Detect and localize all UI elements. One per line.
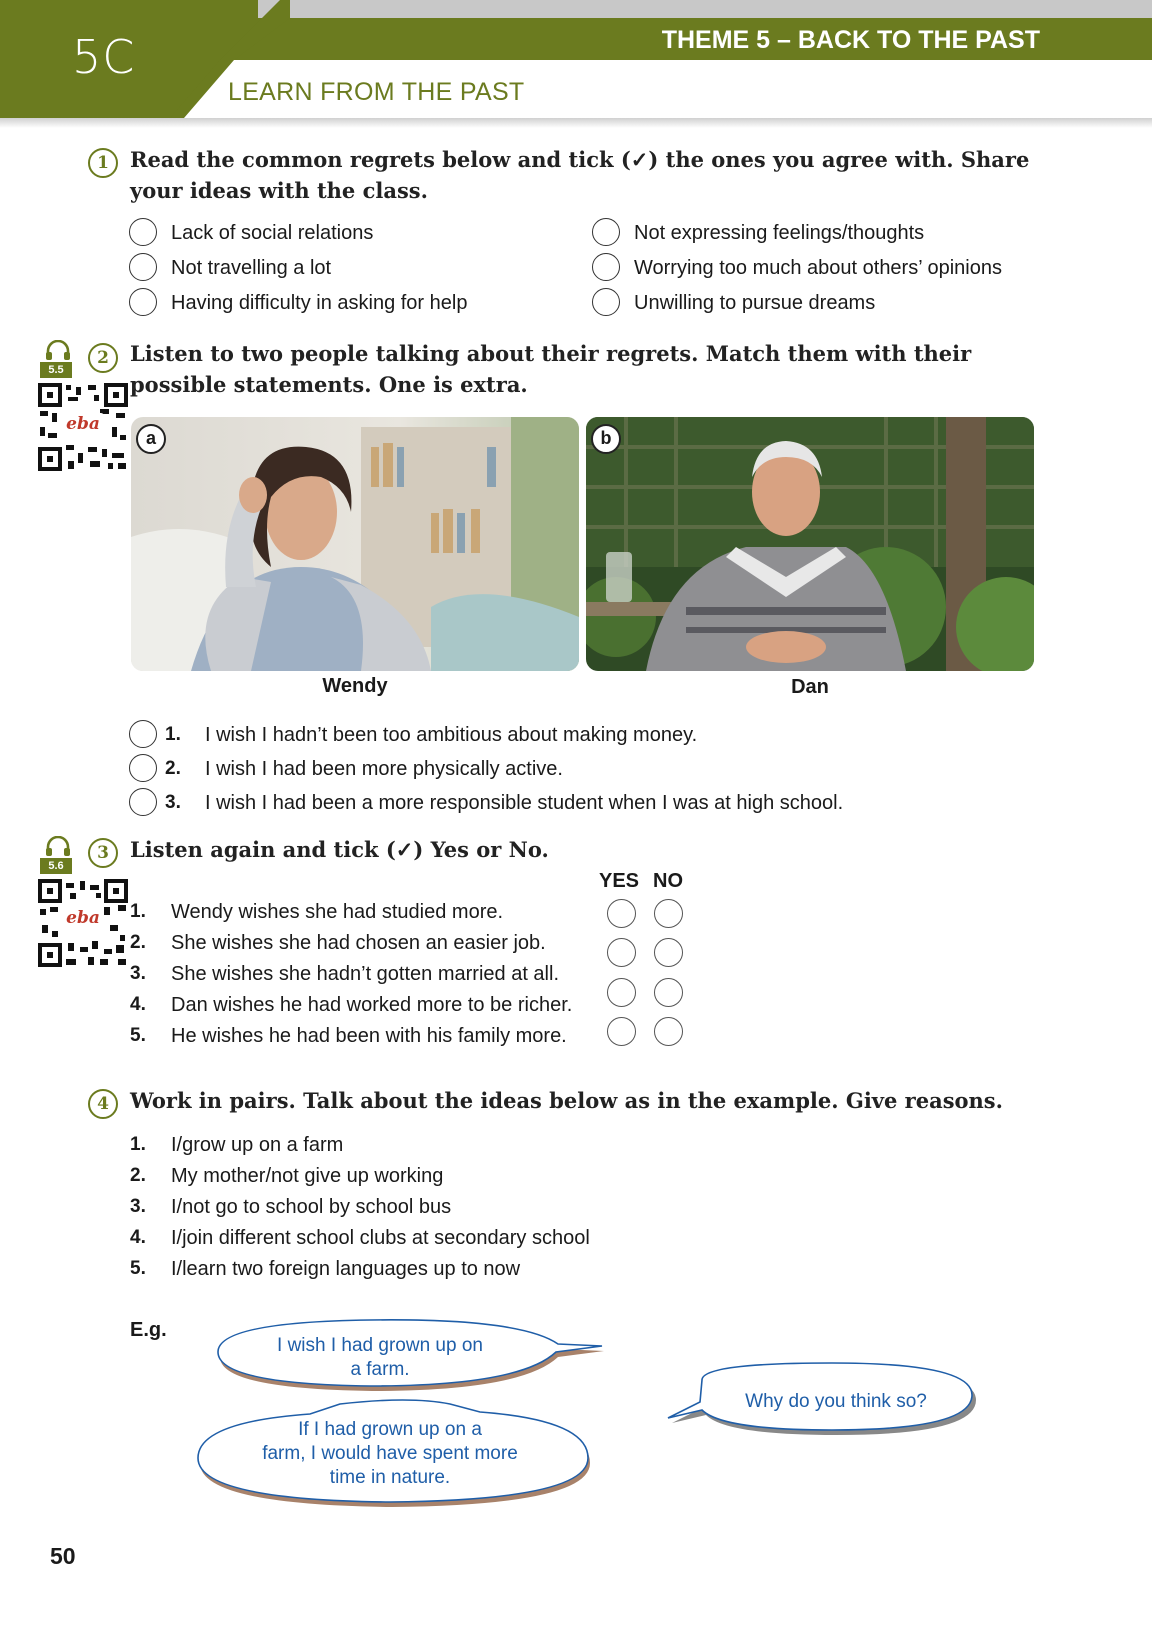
ex3-item-text: He wishes he had been with his family more. [171,1025,567,1047]
ex3-item-number: 1. [130,901,146,922]
speech-bubble-2-text: Why do you think so? [745,1391,927,1412]
ex1-option-left-3: Having difficulty in asking for help [171,292,468,314]
no-column-header: NO [653,870,683,892]
exercise-2-number: 2 [88,343,118,373]
ex2-statement-number: 3. [165,792,181,813]
speech-bubble-1-text: I wish I had grown up on a farm. [277,1335,483,1380]
ex4-item-number: 2. [130,1165,146,1186]
ex3-item-number: 3. [130,963,146,984]
headphones-icon [44,340,72,360]
ex1-checkbox-left-2[interactable] [129,253,157,281]
ex1-checkbox-right-1[interactable] [592,218,620,246]
exercise-1-instruction: Read the common regrets below and tick (✓) the ones you agree with. Share your ideas with the class. [130,147,1030,203]
ex4-item-number: 5. [130,1258,146,1279]
exercise-3-instruction: Listen again and tick (✓) Yes or No. [130,837,549,862]
ex4-item-number: 3. [130,1196,146,1217]
ex4-item-text: I/grow up on a farm [171,1134,344,1156]
ex1-checkbox-left-3[interactable] [129,288,157,316]
qr-eba-label: eba [66,908,100,928]
ex3-yes-circle-3[interactable] [607,978,636,1007]
ex2-statement-number: 1. [165,724,181,745]
ex3-item-number: 2. [130,932,146,953]
qr-code-icon[interactable] [38,879,128,967]
ex1-option-left-1: Lack of social relations [171,222,374,244]
exercise-3-number: 3 [88,838,118,868]
qr-eba-label: eba [66,414,100,434]
exercise-4-number: 4 [88,1089,118,1119]
page-number: 50 [50,1543,76,1569]
lesson-title: LEARN FROM THE PAST [228,78,525,106]
ex4-item-text: My mother/not give up working [171,1165,444,1187]
ex1-option-right-3: Unwilling to pursue dreams [634,292,876,314]
ex1-option-right-2: Worrying too much about others’ opinions [634,257,1002,279]
headphones-icon [44,836,72,856]
ex3-item-number: 5. [130,1025,146,1046]
ex2-statement-text: I wish I had been more physically active. [205,758,563,780]
photo-a-caption: Wendy [322,675,388,697]
photo-dan [586,417,1034,671]
ex4-item-number: 4. [130,1227,146,1248]
photo-b-label: b [591,424,621,454]
example-label: E.g. [130,1319,167,1341]
ex1-option-left-2: Not travelling a lot [171,257,332,279]
ex2-answer-circle-2[interactable] [129,754,157,782]
photo-wendy [131,417,579,671]
ex1-checkbox-right-2[interactable] [592,253,620,281]
ex3-item-text: She wishes she had chosen an easier job. [171,932,546,954]
ex3-no-circle-3[interactable] [654,978,683,1007]
ex2-answer-circle-1[interactable] [129,720,157,748]
exercise-2-instruction: Listen to two people talking about their regrets. Match them with their possible statements. One is extra. [130,341,972,397]
header-shadow [0,118,1152,128]
ex2-answer-circle-3[interactable] [129,788,157,816]
ex2-statement-text: I wish I had been a more responsible student when I was at high school. [205,792,844,814]
ex3-yes-circle-1[interactable] [607,899,636,928]
ex2-statement-text: I wish I hadn’t been too ambitious about making money. [205,724,698,746]
exercise-1-number: 1 [88,148,118,178]
ex3-item-number: 4. [130,994,146,1015]
ex3-yes-circle-4[interactable] [607,1017,636,1046]
ex4-item-text: I/not go to school by school bus [171,1196,452,1218]
ex1-checkbox-left-1[interactable] [129,218,157,246]
ex3-no-circle-1[interactable] [654,899,683,928]
photo-a-label: a [136,424,166,454]
ex4-item-text: I/join different school clubs at secondary school [171,1227,590,1249]
ex3-yes-circle-2[interactable] [607,938,636,967]
photo-b-caption: Dan [791,676,829,698]
ex2-statement-number: 2. [165,758,181,779]
theme-title: THEME 5 – BACK TO THE PAST [661,26,1040,54]
ex3-no-circle-4[interactable] [654,1017,683,1046]
qr-code-icon[interactable] [38,383,128,471]
ex4-item-number: 1. [130,1134,146,1155]
exercise-4-instruction: Work in pairs. Talk about the ideas below as in the example. Give reasons. [130,1088,1003,1113]
ex3-no-circle-2[interactable] [654,938,683,967]
ex3-item-text: Wendy wishes she had studied more. [171,901,504,923]
speech-bubble-3-text: If I had grown up on a farm, I would have spent more time in nature. [262,1419,518,1488]
ex4-item-text: I/learn two foreign languages up to now [171,1258,521,1280]
ex1-option-right-1: Not expressing feelings/thoughts [634,222,925,244]
ex1-checkbox-right-3[interactable] [592,288,620,316]
unit-code: 5C [72,30,136,84]
ex3-item-text: Dan wishes he had worked more to be richer. [171,994,573,1016]
audio-track-badge: 5.6 [40,858,72,874]
audio-track-badge: 5.5 [40,362,72,378]
ex3-item-text: She wishes she hadn’t gotten married at all. [171,963,559,985]
yes-column-header: YES [599,870,640,892]
